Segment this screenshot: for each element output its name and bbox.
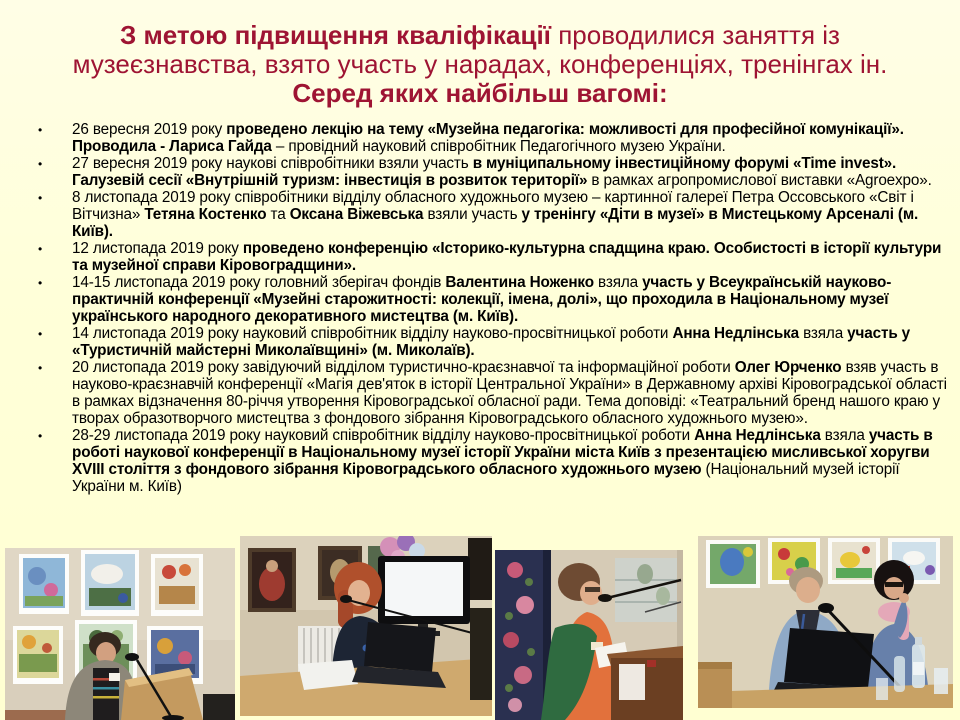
title-line: З метою підвищення кваліфікації проводилися заняття із — [120, 20, 840, 50]
list-item — [38, 240, 950, 274]
bullet-icon: • — [38, 123, 43, 137]
list-item — [38, 359, 950, 427]
slide-title — [30, 21, 930, 108]
list-item — [38, 325, 950, 359]
bullet-icon: • — [38, 327, 43, 341]
list-item — [38, 155, 950, 189]
list-item — [38, 189, 950, 240]
list-item-text: 20 листопада 2019 року завідуючий відділом туристично-краєзнавчої та інформаційної роботи Олег Юрченко взяв участь в науково-краєзнавчій конференції «Магія дев'яток в історії Центральної України» в Державному архіві Кіровоградської області в рамках відзначення 80-річчя утворення Кіровоградської обласної ради. Тема доповіді: «Театральний бренд нашого краю у творах образотворчого мистецтва з фондового зібрання Кіровоградського обласного художнього музею». — [72, 359, 947, 427]
bullet-icon: • — [38, 361, 43, 375]
photo-conference-duo-illustration — [698, 536, 953, 708]
bullet-icon: • — [38, 276, 43, 290]
list-item-text: 26 вересня 2019 року проведено лекцію на тему «Музейна педагогіка: можливості для професійної комунікації». Проводила - Лариса Гайда – провідний науковий співробітник Педагогічного музею України. — [72, 121, 904, 155]
bullet-icon: • — [38, 157, 43, 171]
list-item-text: 14-15 листопада 2019 року головний зберігач фондів Валентина Ноженко взяла участь у Всеукраїнській науково-практичній конференції «Музейні старожитності: колекції, імена, долі», що проходила в Національному музеї українського народного декоративного мистецтва (м. Київ). — [72, 274, 892, 325]
bullet-icon: • — [38, 242, 43, 256]
photo-presenter-laptop-monitor — [240, 536, 492, 716]
list-item-text: 8 листопада 2019 року співробітники відділу обласного художнього музею – картинної галереї Петра Оссовського «Світ і Вітчизна» Тетяна Костенко та Оксана Віжевська взяли участь у тренінгу «Діти в музеї» в Мистецькому Арсеналі (м. Київ). — [72, 189, 919, 240]
list-item — [38, 121, 950, 155]
list-item-text: 14 листопада 2019 року науковий співробітник відділу науково-просвітницької роботи Анна Недлінська взяла участь у «Туристичній майстерні Миколаївщині» (м. Миколаїв). — [72, 325, 911, 359]
bullet-icon: • — [38, 429, 43, 443]
list-item-text: 28-29 листопада 2019 року науковий співробітник відділу науково-просвітницької роботи Анна Недлінська взяла участь в роботі наукової конференції в Національному музеї історії України міста Київ з презентацією мисливської хоругви XVIII століття з фондового зібрання Кіровоградського обласного художнього музею (Національний музей історії України м. Київ) — [72, 427, 933, 495]
list-item-text: 12 листопада 2019 року проведено конференцію «Історико-культурна спадщина краю. Особистості в історії культури та музейної справи Кіровоградщини». — [72, 240, 942, 274]
bullet-icon: • — [38, 191, 43, 205]
events-list — [38, 121, 950, 495]
photo-lecture-lectern-illustration — [5, 548, 235, 720]
list-item — [38, 274, 950, 325]
photo-lecture-lectern — [5, 548, 235, 720]
photo-presenter-laptop-monitor-illustration — [240, 536, 492, 716]
list-item — [38, 427, 950, 495]
photo-speaker-green-shawl — [495, 550, 683, 720]
photo-conference-duo — [698, 536, 953, 708]
photo-speaker-green-shawl-illustration — [495, 550, 683, 720]
title-line: музеєзнавства, взято участь у нарадах, конференціях, тренінгах ін. — [72, 49, 888, 79]
title-line: Серед яких найбільш вагомі: — [292, 78, 668, 108]
list-item-text: 27 вересня 2019 року наукові співробітники взяли участь в муніципальному інвестиційному форумі «Time invest». Галузевій сесії «Внутрішній туризм: інвестиція в розвиток території» в рамках агропромислової виставки «Agroexpo». — [72, 155, 932, 189]
